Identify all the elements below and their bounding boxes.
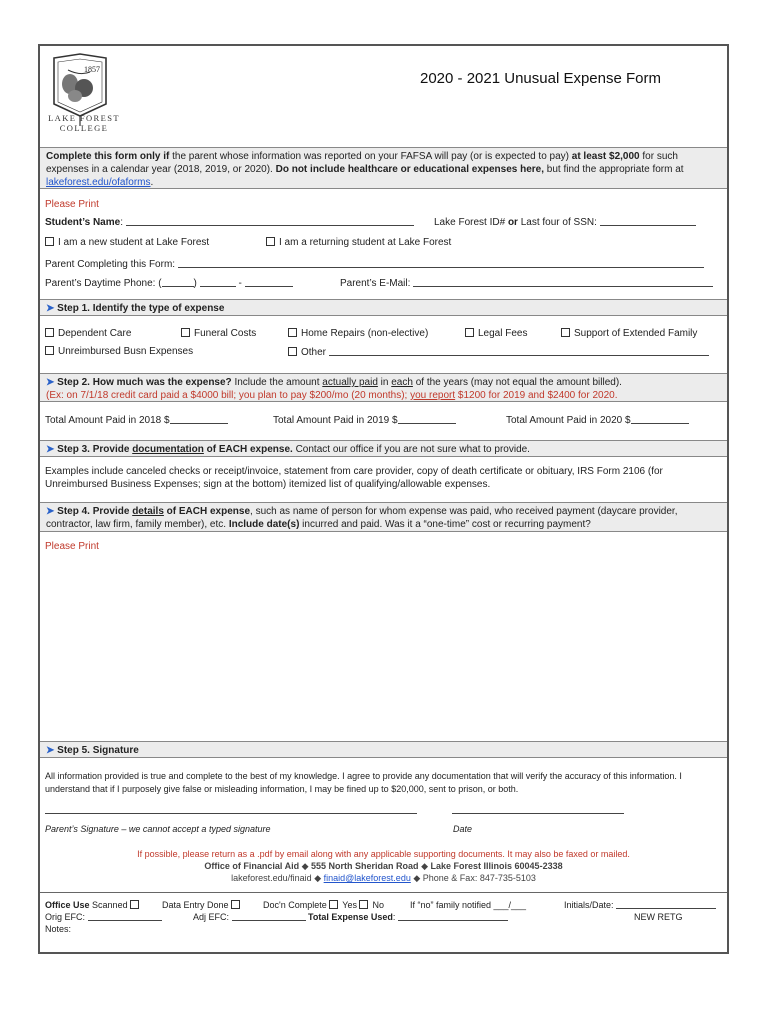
returning-student-checkbox[interactable] xyxy=(266,237,275,246)
extended-family-checkbox[interactable] xyxy=(561,328,570,337)
legal-fees-checkbox[interactable] xyxy=(465,328,474,337)
please-print-label: Please Print xyxy=(45,199,99,210)
ofaforms-link[interactable]: lakeforest.edu/ofaforms xyxy=(46,177,151,188)
phone-line-field[interactable] xyxy=(245,277,293,287)
step4-header: ➤ Step 4. Provide details of EACH expense, such as name of person for whom expense was paid, who received payment (daycare provider, contractor, law firm, family member), etc. Include date(s) incurred and paid. Was it a “one-time” cost or recurring payment? xyxy=(40,502,727,532)
funeral-costs-checkbox[interactable] xyxy=(181,328,190,337)
college-name: LAKE FOREST COLLEGE xyxy=(48,113,120,133)
intro-box: Complete this form only if the parent whose information was reported on your FAFSA will pay (or is expected to pay) at least $2,000 for such expenses in a calendar year (2018, 2019, or 2020). Do not include healthcare or educational expenses here, but find the appropriate form at lakeforest.edu/ofaforms. xyxy=(40,147,727,189)
parent-email-field[interactable] xyxy=(413,277,713,287)
please-print-details-label: Please Print xyxy=(45,541,99,552)
other-field[interactable] xyxy=(329,346,709,356)
total-2018-field[interactable] xyxy=(170,414,228,424)
phone-area-field[interactable] xyxy=(162,277,194,287)
form-title: 2020 - 2021 Unusual Expense Form xyxy=(420,70,661,87)
phone-prefix-field[interactable] xyxy=(200,277,236,287)
other-checkbox[interactable] xyxy=(288,347,297,356)
data-entry-checkbox[interactable] xyxy=(231,900,240,909)
total-2020-field[interactable] xyxy=(631,414,689,424)
new-student-checkbox[interactable] xyxy=(45,237,54,246)
student-name-field[interactable] xyxy=(126,216,414,226)
office-address: Office of Financial Aid ◆ 555 North Sheridan Road ◆ Lake Forest Illinois 60045-2338 xyxy=(204,861,563,871)
arrow-icon: ➤ xyxy=(46,745,55,756)
details-text-area[interactable] xyxy=(45,556,725,734)
docn-no-checkbox[interactable] xyxy=(359,900,368,909)
home-repairs-checkbox[interactable] xyxy=(288,328,297,337)
step3-header: ➤ Step 3. Provide documentation of EACH expense. Contact our office if you are not sure what to provide. xyxy=(40,440,727,457)
docn-yes-checkbox[interactable] xyxy=(329,900,338,909)
dependent-care-checkbox[interactable] xyxy=(45,328,54,337)
finaid-email-link[interactable]: finaid@lakeforest.edu xyxy=(323,873,411,883)
step3-examples: Examples include canceled checks or receipt/invoice, statement from care provider, copy of death certificate or obituary, IRS Form 2106 (for Unreimbursed Business Expenses; sign at the bottom) itemized list of qualifying/allowable expenses. xyxy=(45,466,663,490)
arrow-icon: ➤ xyxy=(46,303,55,314)
certification-text: All information provided is true and complete to the best of my knowledge. I agree to provide any documentation that will verify the accuracy of this information. I understand that if I purposely give false or misleading information, I may be fined up to $20,000, sent to prison, or both. xyxy=(45,771,682,794)
arrow-icon: ➤ xyxy=(46,444,55,455)
office-use-label: Office Use xyxy=(45,900,90,910)
family-notified-field: If “no” family notified ___/___ xyxy=(410,900,527,910)
step5-header: ➤ Step 5. Signature xyxy=(40,741,727,758)
arrow-icon: ➤ xyxy=(46,377,55,388)
svg-text:1857: 1857 xyxy=(84,65,100,74)
total-2019-field[interactable] xyxy=(398,414,456,424)
date-label: Date xyxy=(453,824,473,834)
step1-header: ➤ Step 1. Identify the type of expense xyxy=(40,299,727,316)
orig-efc-field[interactable] xyxy=(88,911,162,921)
signature-line[interactable] xyxy=(45,813,417,814)
notes-label: Notes: xyxy=(45,924,72,934)
scanned-checkbox[interactable] xyxy=(130,900,139,909)
return-note: If possible, please return as a .pdf by email along with any applicable supporting documents. It may also be faxed or mailed. xyxy=(137,849,630,859)
adj-efc-field[interactable] xyxy=(232,911,306,921)
parent-name-field[interactable] xyxy=(178,258,704,268)
total-expense-field[interactable] xyxy=(398,911,508,921)
parent-signature-label: Parent’s Signature – we cannot accept a typed signature xyxy=(45,824,271,834)
office-contact: lakeforest.edu/finaid ◆ finaid@lakeforest.edu ◆ Phone & Fax: 847-735-5103 xyxy=(231,873,536,883)
arrow-icon: ➤ xyxy=(46,506,55,517)
office-use-divider xyxy=(40,892,727,893)
date-line[interactable] xyxy=(452,813,624,814)
initials-date-field[interactable] xyxy=(616,899,716,909)
student-id-field[interactable] xyxy=(600,216,696,226)
step2-header: ➤ Step 2. How much was the expense? Include the amount actually paid in each of the years (may not equal the amount billed). (Ex: on 7/1/18 credit card paid a $4000 bill; you plan to pay $200/mo (20 months); you report $1200 for 2019 and $2400 for 2020. xyxy=(40,373,727,402)
business-expenses-checkbox[interactable] xyxy=(45,346,54,355)
new-retg-label: NEW RETG xyxy=(634,912,683,922)
